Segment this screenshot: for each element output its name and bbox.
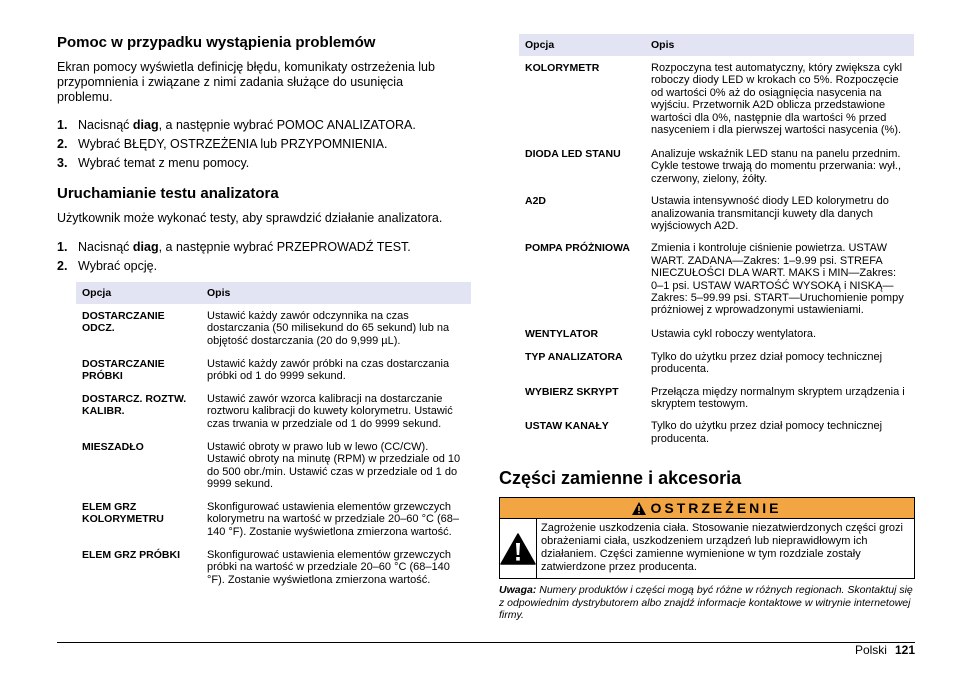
option-name: DOSTARCZANIE ODCZ.: [82, 310, 165, 335]
note-label: Uwaga:: [499, 584, 537, 596]
table-row: [519, 56, 914, 142]
option-name: A2D: [525, 195, 547, 208]
option-name: TYP ANALIZATORA: [525, 350, 623, 363]
page-footer: [855, 643, 915, 657]
table-row: [76, 352, 471, 387]
option-name: DOSTARCZANIE PRÓBKI: [82, 358, 165, 383]
option-description: Analizuje wskaźnik LED stanu na panelu przednim. Cykle testowe trwają do momentu przerwania: wył., czerwony, zielony, żółty.: [651, 148, 902, 185]
option-description: Tylko do użytku przez dział pomocy technicznej producenta.: [651, 420, 883, 445]
option-name: USTAW KANAŁY: [525, 420, 609, 433]
test-options-table-continued: [519, 34, 914, 449]
page-number: 121: [894, 643, 915, 657]
option-name: KOLORYMETR: [525, 62, 600, 74]
table-row: [519, 322, 914, 344]
option-description: Ustawić każdy zawór próbki na czas dostarczania próbki od 1 do 9999 sekund.: [207, 358, 450, 383]
option-description: Rozpoczyna test automatyczny, który zwiększa cykl roboczy diody LED w krokach co 5%. Rozpoczęcie od wartości 0% aż do osiągnięcia nasycenia na wyjściu. Przetwornik A2D oblicza przedstawione wartości dla 0%, następnie dla wartości % przed nasyceniem i dla pierwszej wartości nasycenia (%).: [651, 62, 903, 137]
table-row: [519, 236, 914, 322]
column-header-description: Opis: [645, 34, 914, 56]
option-description: Skonfigurować ustawienia elementów grzewczych próbki na wartość w przedziale 20–60 °C (68–140 °F). Zostanie wyświetlona zmierzona wartość.: [207, 548, 451, 586]
table-row: [519, 414, 914, 449]
option-description: Przełącza między normalnym skryptem urządzenia i skryptem testowym.: [651, 385, 905, 411]
option-name: DIODA LED STANU: [525, 148, 621, 160]
help-intro: Ekran pomocy wyświetla definicję błędu, komunikaty ostrzeżenia lub przypomnienia i związane z nimi zadania służące do usunięcia problemu.: [57, 60, 435, 104]
table-row: [76, 387, 471, 435]
section-title-test: Uruchamianie testu analizatora: [57, 185, 279, 202]
test-intro: Użytkownik może wykonać testy, aby sprawdzić działanie analizatora.: [57, 211, 443, 225]
warning-icon-cell: [500, 519, 537, 578]
option-name: POMPA PRÓŻNIOWA: [525, 242, 630, 255]
footer-language: Polski: [854, 643, 887, 657]
table-header: [519, 34, 914, 56]
table-row: [76, 435, 471, 495]
hazard-triangle-icon: [500, 533, 536, 565]
option-description: Ustawia cykl roboczy wentylatora.: [651, 328, 817, 341]
option-name: MIESZADŁO: [82, 440, 144, 453]
note: [499, 584, 915, 622]
option-description: Ustawić obroty w prawo lub w lewo (CC/CW). Ustawić obroty na minutę (RPM) w przedziale od 10 do 500 obr./min. Ustawić czas w przedziale od 1 do 9999 sekund.: [207, 440, 461, 491]
option-description: Zmienia i kontroluje ciśnienie powietrza. USTAW WART. ZADANA—Zakres: 1–9.99 psi. STREFA NIECZUŁOŚCI DLA WART. MAKS i MIN—Zakres: 0–1 psi. USTAW WARTOŚĆ WYSOKĄ i NISKĄ—Zakres: 5–99.99 psi. START—Uruchomienie pompy próżniowej z wprowadzonymi ustawieniami.: [651, 242, 904, 317]
section-title-help: Pomoc w przypadku wystąpienia problemów: [57, 34, 376, 51]
option-name: ELEM GRZ PRÓBKI: [82, 548, 181, 561]
warning-box: [499, 497, 915, 579]
option-description: Ustawia intensywność diody LED kolorymetru do analizowania transmitancji kuwety dla danych wyjściowych A2D.: [651, 195, 889, 233]
table-row: [519, 142, 914, 189]
warning-label: OSTRZEŻENIE: [650, 500, 782, 516]
table-row: [76, 304, 471, 352]
option-description: Skonfigurować ustawienia elementów grzewczych kolorymetru na wartość w przedziale 20–60 °C (68–140 °F). Zostanie wyświetlona zmierzona wartość.: [207, 500, 460, 538]
table-row: [76, 495, 471, 543]
option-description: Ustawić zawór wzorca kalibracji na dostarczanie roztworu kalibracji do kuwety kolorymetru. Ustawić czas trwania w przedziale od 1 do 9999 sekund.: [207, 392, 453, 430]
option-name: WENTYLATOR: [525, 328, 599, 341]
table-header: [76, 282, 471, 304]
option-name: DOSTARCZ. ROZTW. KALIBR.: [82, 392, 187, 418]
warning-triangle-icon: [632, 502, 646, 515]
table-row: [519, 380, 914, 415]
column-header-description: Opis: [201, 282, 471, 304]
option-description: Ustawić każdy zawór odczynnika na czas dostarczania (50 milisekund do 65 sekund) lub na objętość dostarczania (20 do 9,999 µL).: [207, 310, 450, 347]
column-header-option: Opcja: [519, 34, 645, 56]
test-options-table: [76, 282, 471, 591]
footer-divider: [57, 642, 915, 643]
note-text: Numery produktów i części mogą być różne w różnych regionach. Skontaktuj się z odpowiednim dystrybutorem albo znajdź informacje kontaktowe w witrynie internetowej firmy.: [499, 584, 913, 621]
column-header-option: Opcja: [76, 282, 201, 304]
table-row: [519, 189, 914, 236]
warning-header: [500, 498, 914, 519]
section-title-parts: Części zamienne i akcesoria: [499, 468, 742, 488]
option-description: Tylko do użytku przez dział pomocy technicznej producenta.: [651, 350, 883, 376]
table-row: [519, 345, 914, 380]
warning-body: [500, 519, 914, 578]
warning-text: Zagrożenie uszkodzenia ciała. Stosowanie niezatwierdzonych części grozi obrażeniami ciała, uszkodzeniem urządzeń lub nieprawidłowym ich działaniem. Części zamienne wymienione w tym rozdziale zostały zatwierdzone przez producenta.: [541, 522, 903, 573]
option-name: WYBIERZ SKRYPT: [525, 385, 619, 398]
table-row: [76, 543, 471, 591]
option-name: ELEM GRZ KOLORYMETRU: [82, 500, 164, 526]
